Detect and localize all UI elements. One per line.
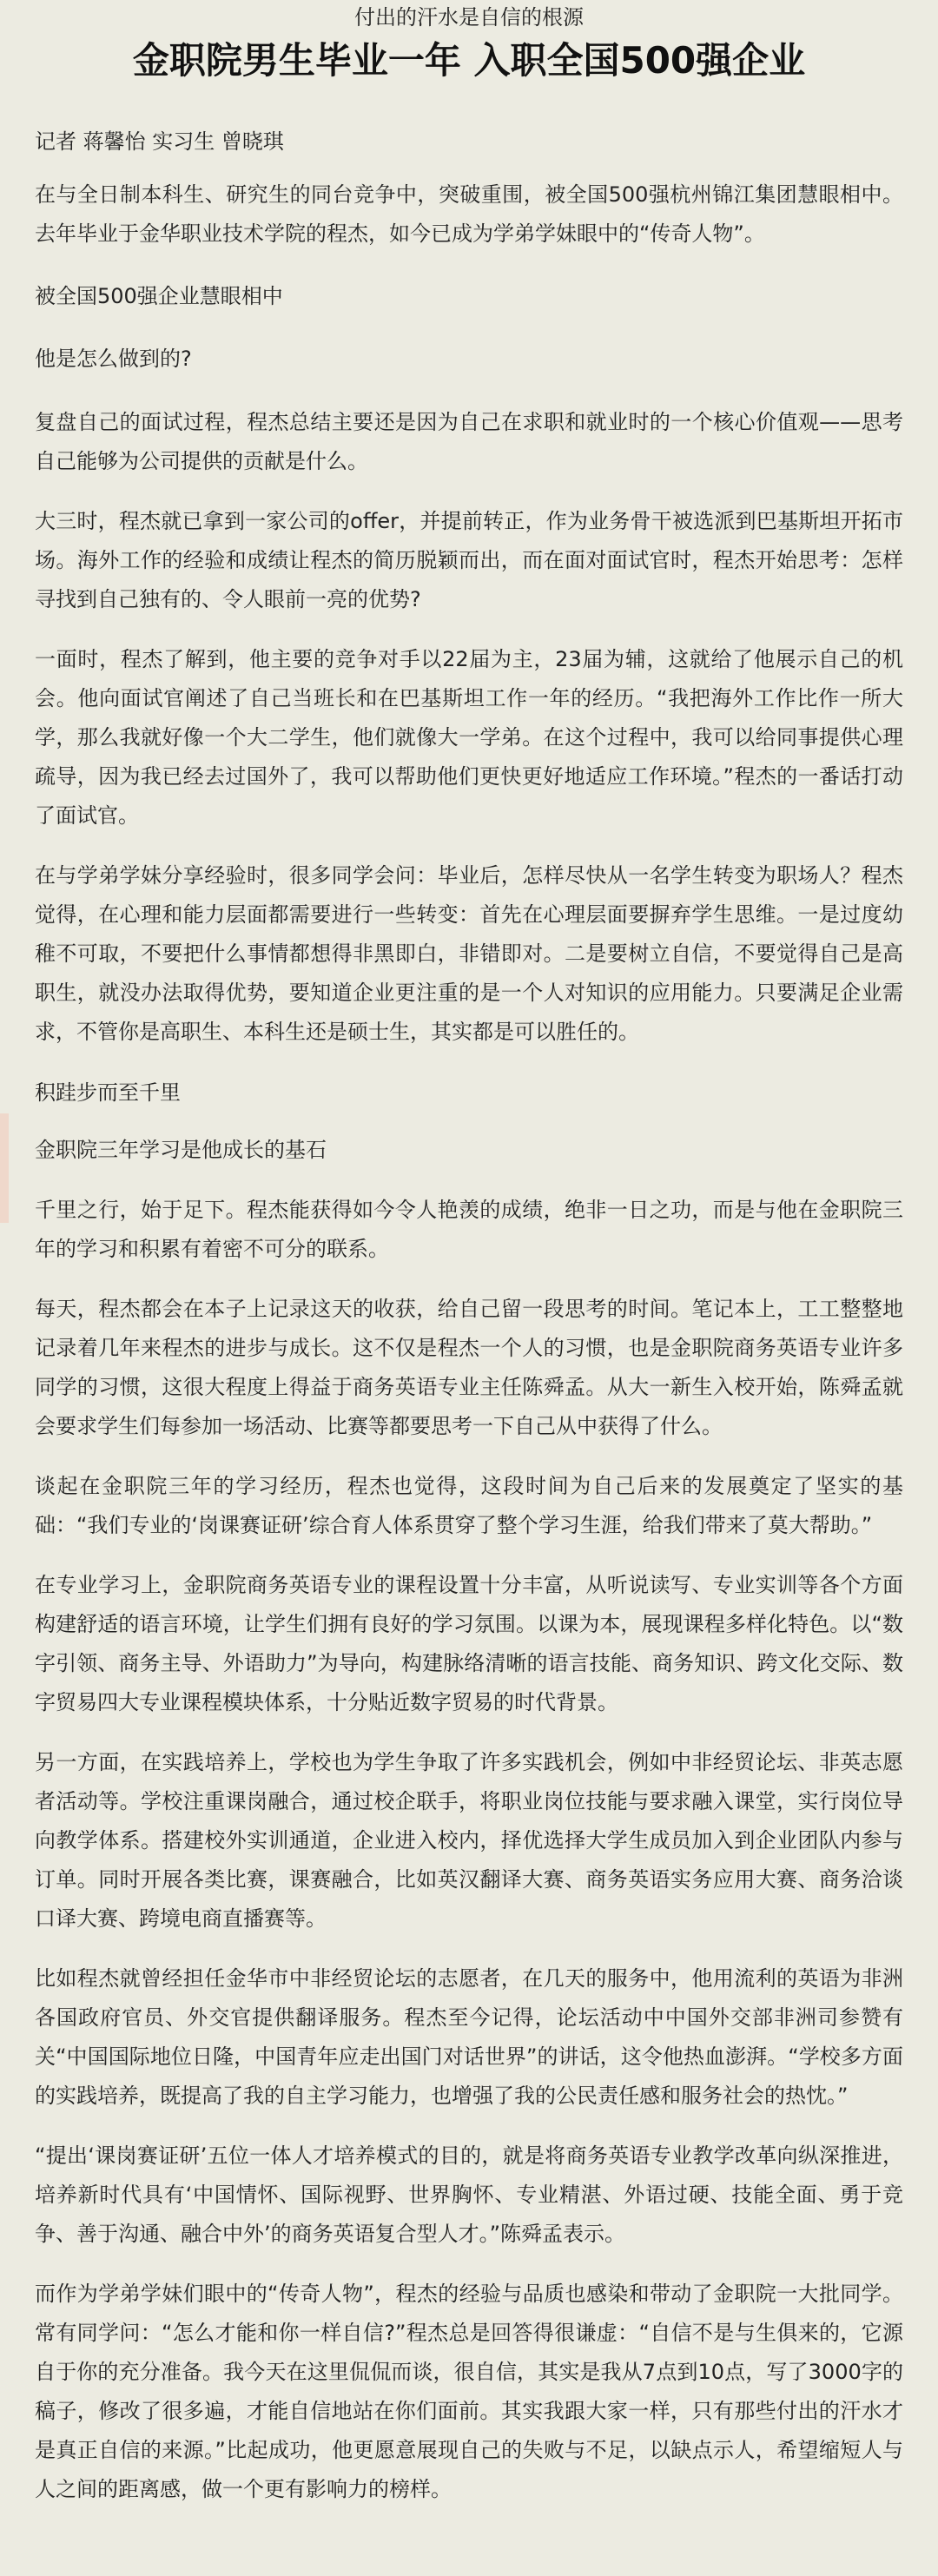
- section-heading-1: 被全国500强企业慧眼相中: [35, 284, 283, 308]
- paragraph-2: 复盘自己的面试过程，程杰总结主要还是因为自己在求职和就业时的一个核心价值观——思考自己能够为公司提供的贡献是什么。: [35, 410, 903, 473]
- paragraph-6: 千里之行，始于足下。程杰能获得如今令人艳羡的成绩，绝非一日之功，而是与他在金职院三年的学习和积累有着密不可分的联系。: [35, 1198, 903, 1261]
- byline: 记者 蒋馨怡 实习生 曾晓琪: [35, 129, 284, 154]
- paragraph-3: 大三时，程杰就已拿到一家公司的offer，并提前转正，作为业务骨干被选派到巴基斯坦开拓市场。海外工作的经验和成绩让程杰的简历脱颖而出，而在面对面试官时，程杰开始思考：怎样寻找到自己独有的、令人眼前一亮的优势?: [35, 509, 903, 611]
- paragraph-4: 一面时，程杰了解到，他主要的竞争对手以22届为主，23届为辅，这就给了他展示自己的机会。他向面试官阐述了自己当班长和在巴基斯坦工作一年的经历。“我把海外工作比作一所大学，那么我就好像一个大二学生，他们就像大一学弟。在这个过程中，我可以给同事提供心理疏导，因为我已经去过国外了，我可以帮助他们更快更好地适应工作环境。”程杰的一番话打动了面试官。: [35, 647, 903, 828]
- section-heading-3: 金职院三年学习是他成长的基石: [35, 1138, 327, 1162]
- paragraph-12: “提出‘课岗赛证研’五位一体人才培养模式的目的，就是将商务英语专业教学改革向纵深推进，培养新时代具有‘中国情怀、国际视野、世界胸怀、专业精湛、外语过硬、技能全面、勇于竞争、善于沟通、融合中外’的商务英语复合型人才。”陈舜孟表示。: [35, 2143, 903, 2246]
- paragraph-10: 另一方面，在实践培养上，学校也为学生争取了许多实践机会，例如中非经贸论坛、非英志愿者活动等。学校注重课岗融合，通过校企联手，将职业岗位技能与要求融入课堂，实行岗位导向教学体系。搭建校外实训通道，企业进入校内，择优选择大学生成员加入到企业团队内参与订单。同时开展各类比赛，课赛融合，比如英汉翻译大赛、商务英语实务应用大赛、商务洽谈口译大赛、跨境电商直播赛等。: [35, 1750, 903, 1931]
- paragraph-7: 每天，程杰都会在本子上记录这天的收获，给自己留一段思考的时间。笔记本上，工工整整地记录着几年来程杰的进步与成长。这不仅是程杰一个人的习惯，也是金职院商务英语专业许多同学的习惯，这很大程度上得益于商务英语专业主任陈舜孟。从大一新生入校开始，陈舜孟就会要求学生们每参加一场活动、比赛等都要思考一下自己从中获得了什么。: [35, 1297, 903, 1438]
- paragraph-9: 在专业学习上，金职院商务英语专业的课程设置十分丰富，从听说读写、专业实训等各个方面构建舒适的语言环境，让学生们拥有良好的学习氛围。以课为本，展现课程多样化特色。以“数字引领、商务主导、外语助力”为导向，构建脉络清晰的语言技能、商务知识、跨文化交际、数字贸易四大专业课程模块体系，十分贴近数字贸易的时代背景。: [35, 1573, 903, 1714]
- article-kicker: 付出的汗水是自信的根源: [354, 5, 584, 30]
- paragraph-8: 谈起在金职院三年的学习经历，程杰也觉得，这段时间为自己后来的发展奠定了坚实的基础：“我们专业的‘岗课赛证研’综合育人体系贯穿了整个学习生涯，给我们带来了莫大帮助。”: [35, 1474, 903, 1537]
- article-title: 金职院男生毕业一年 入职全国500强企业: [132, 39, 806, 82]
- paragraph-intro: 在与全日制本科生、研究生的同台竞争中，突破重围，被全国500强杭州锦江集团慧眼相中。去年毕业于金华职业技术学院的程杰，如今已成为学弟学妹眼中的“传奇人物”。: [35, 182, 903, 246]
- question-line: 他是怎么做到的?: [35, 347, 192, 371]
- paragraph-13: 而作为学弟学妹们眼中的“传奇人物”，程杰的经验与品质也感染和带动了金职院一大批同学。常有同学问：“怎么才能和你一样自信?”程杰总是回答得很谦虚：“自信不是与生俱来的，它源自于你的充分准备。我今天在这里侃侃而谈，很自信，其实是我从7点到10点，写了3000字的稿子，修改了很多遍，才能自信地站在你们面前。其实我跟大家一样，只有那些付出的汗水才是真正自信的来源。”比起成功，他更愿意展现自己的失败与不足，以缺点示人，希望缩短人与人之间的距离感，做一个更有影响力的榜样。: [35, 2282, 903, 2501]
- paragraph-11: 比如程杰就曾经担任金华市中非经贸论坛的志愿者，在几天的服务中，他用流利的英语为非洲各国政府官员、外交官提供翻译服务。程杰至今记得，论坛活动中中国外交部非洲司参赞有关“中国国际地位日隆，中国青年应走出国门对话世界”的讲话，这令他热血澎湃。“学校多方面的实践培养，既提高了我的自主学习能力，也增强了我的公民责任感和服务社会的热忱。”: [35, 1966, 903, 2108]
- paragraph-5: 在与学弟学妹分享经验时，很多同学会问：毕业后，怎样尽快从一名学生转变为职场人？程杰觉得，在心理和能力层面都需要进行一些转变：首先在心理层面要摒弃学生思维。一是过度幼稚不可取，不要把什么事情都想得非黑即白，非错即对。二是要树立自信，不要觉得自己是高职生，就没办法取得优势，要知道企业更注重的是一个人对知识的应用能力。只要满足企业需求，不管你是高职生、本科生还是硕士生，其实都是可以胜任的。: [35, 863, 903, 1044]
- section-heading-2: 积跬步而至千里: [35, 1080, 181, 1105]
